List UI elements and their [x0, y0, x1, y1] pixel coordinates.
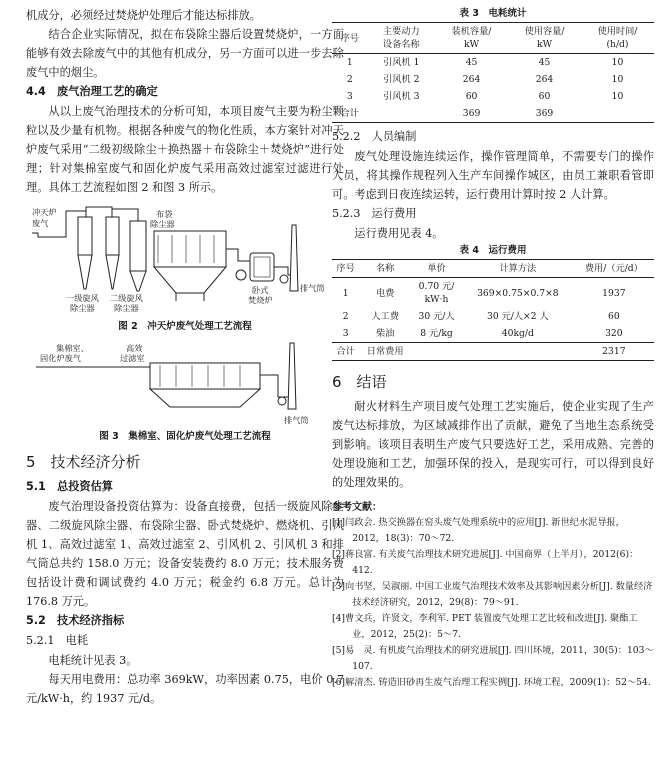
heading-5-1: 5.1 总投资估算 — [26, 480, 113, 493]
table-3 — [332, 22, 654, 123]
fig2-stack-label: 排气筒 — [300, 283, 325, 293]
table-row: 1 引风机 1 45 45 10 — [346, 57, 624, 68]
references-title: 参考文献： — [332, 502, 382, 513]
table-3-title: 表 3 电耗统计 — [459, 8, 527, 19]
left-column — [26, 6, 344, 708]
svg-text:除尘器: 除尘器 — [114, 303, 139, 313]
svg-text:集棉室、: 集棉室、 — [56, 343, 89, 353]
reference-item: [5]易 灵. 有机废气治理技术的研究进展[J]. 四川环境，2011，30(5)：103～107. — [332, 645, 654, 672]
heading-4-4: 4.4 废气治理工艺的确定 — [26, 85, 158, 98]
fig2-cyclone-1-label — [66, 293, 99, 313]
figure-3-flow-diagram — [26, 339, 344, 429]
heading-5-2: 5.2 技术经济指标 — [26, 614, 125, 627]
fig3-source-label — [40, 343, 89, 363]
paragraph-conclusion: 耐火材料生产项目废气处理工艺实施后，使企业实现了生产废气达标排放，为区域减排作出了贡献，避免了当地生态系统受到影响。该项目表明生产废气只要选好工艺，采用成熟、完善的处理设施和工艺，加强环保的投入，是现实可行，可以得到良好的处理效果的。 — [332, 400, 654, 489]
fig3-filter-label — [120, 343, 145, 363]
table-row: 合计 369 369 — [332, 105, 654, 123]
svg-text:除尘器: 除尘器 — [70, 303, 95, 313]
t3-header-3: 使用容量/ kW — [524, 26, 565, 50]
table-row: 1 电费 0.70 元/ kW·h 369×0.75×0.7×8 1937 — [342, 281, 626, 305]
t3-header-4: 使用时间/ (h/d) — [597, 26, 638, 50]
t4-header-2: 单价 — [427, 263, 446, 274]
fig3-stack-label: 排气筒 — [284, 415, 309, 425]
fig2-incinerator — [250, 253, 274, 281]
fig2-fan — [236, 270, 246, 280]
svg-text:冲天炉: 冲天炉 — [32, 207, 57, 217]
svg-text:除尘器: 除尘器 — [150, 219, 175, 229]
figure-3-caption: 图 3 集棉室、固化炉废气处理工艺流程 — [99, 431, 271, 442]
svg-text:布袋: 布袋 — [156, 209, 173, 219]
heading-5-2-3: 5.2.3 运行费用 — [332, 207, 417, 220]
fig2-bag-filter — [154, 231, 226, 301]
table-row: 2 人工费 30 元/人 30 元/人×2 人 60 — [342, 311, 620, 322]
fig3-filter-chamber — [150, 363, 260, 407]
paragraph-top: 机成分，必须经过焚烧炉处理后才能达标排放。 — [26, 9, 261, 22]
svg-text:过滤室: 过滤室 — [120, 353, 145, 363]
figure-2-flow-diagram — [26, 199, 344, 319]
references-list — [332, 515, 654, 691]
fig2-pipe-bag-incin — [226, 249, 250, 261]
fig2-pipe-1-2 — [86, 207, 112, 217]
fig3-stack — [288, 343, 296, 409]
fig3-fan — [278, 397, 286, 405]
paragraph-electricity-1: 电耗统计见表 3。 — [48, 654, 138, 667]
heading-6: 6 结语 — [332, 373, 387, 391]
fig2-cyclone-1 — [78, 217, 92, 289]
paragraph-combine: 结合企业实际情况，拟在布袋除尘器后设置焚烧炉，一方面能够有效去除废气中的其他有机成分，另一方面可以进一步去除废气中的烟尘。 — [26, 28, 344, 79]
table-4 — [332, 259, 654, 361]
fig2-fan-2 — [280, 275, 288, 283]
paragraph-electricity-2: 每天用电费用：总功率 369kW，功率因素 0.75，电价 0.7 元/kW·h，约 1937 元/d。 — [26, 673, 344, 705]
svg-text:二级旋风: 二级旋风 — [110, 293, 143, 303]
fig2-pipe-incin-stack — [274, 267, 292, 275]
figure-2-caption: 图 2 冲天炉废气处理工艺流程 — [118, 321, 252, 332]
table-row: 3 柴油 8 元/kg 40kg/d 320 — [342, 328, 623, 339]
table-row: 2 引风机 2 264 264 10 — [346, 74, 624, 85]
svg-text:高效: 高效 — [126, 343, 143, 353]
table-4-title: 表 4 运行费用 — [459, 245, 527, 256]
reference-item: [4]曹文兵，许贤文，李利军. PET 装置废气处理工艺比较和改进[J]. 聚酯工业，2012，25(2)：5～7. — [332, 613, 638, 640]
fig2-bag-label — [150, 209, 175, 229]
paragraph-determine: 从以上废气治理技术的分析可知，本项目废气主要为粉尘颗粒以及少量有机物。根据各种废气的物化性质，本方案针对冲天炉废气采用“二级初级除尘＋换热器＋布袋除尘＋焚烧炉”进行处理；针对集棉室废气和固化炉废气采用高效过滤室过滤进行处理。具体工艺流程如图 2 和图 3 所示。 — [26, 105, 344, 194]
paragraph-staffing: 废气处理设施连续运作，操作管理简单，不需要专门的操作人员，将其操作规程列入生产车间操作城区，由员工兼职看管即可。考虑到日夜连续运转，运行费用计算时按 2 人计算。 — [332, 150, 654, 201]
t4-header-4: 费用/（元/d） — [584, 263, 643, 274]
fig2-cyclone-2-label — [110, 293, 143, 313]
t3-header-2: 装机容量/ kW — [451, 26, 492, 50]
svg-text:焚烧炉: 焚烧炉 — [248, 295, 273, 305]
paragraph-running-cost: 运行费用见表 4。 — [354, 227, 444, 240]
svg-text:废气: 废气 — [32, 218, 49, 228]
reference-item: [2]蒋良富. 有关废气治理技术研究进展[J]. 中国商界（上半月），2012(6)：412. — [332, 549, 639, 576]
table-row: 3 引风机 3 60 60 10 — [346, 91, 624, 102]
svg-text:固化炉废气: 固化炉废气 — [40, 353, 81, 363]
fig2-incinerator-label — [248, 285, 273, 305]
svg-text:一级旋风: 一级旋风 — [66, 293, 99, 303]
heading-5-2-2: 5.2.2 人员编制 — [332, 130, 417, 143]
heading-5-2-1: 5.2.1 电耗 — [26, 634, 89, 647]
t4-header-0: 序号 — [336, 263, 355, 274]
svg-text:卧式: 卧式 — [252, 285, 269, 295]
reference-item: [3]向书坚，吴淑丽. 中国工业废气治理技术效率及其影响因素分析[J]. 数量经济技术经济研究，2012，29(8)：79～91. — [332, 581, 653, 608]
paragraph-investment: 废气治理设备投资估算为：设备直接费，包括一级旋风除尘器、二级旋风除尘器、布袋除尘器、卧式焚烧炉、燃烧机、引风机 1、高效过滤室 1、高效过滤室 2、引风机 2、引风机 3 和排气筒总共约 158.0 万元；设备安装费约 8.0 万元；技术服务费包括设计费和调试费约 4.0 万元；税金约 6.8 万元。总计为 176.8 万元。 — [26, 500, 344, 608]
reference-item: [1]闫政会. 热交换器在窑头废气处理系统中的应用[J]. 新世纪水泥导报，2012，18(3)：70～72. — [332, 517, 625, 544]
t4-header-3: 计算方法 — [499, 263, 537, 274]
fig3-pipe-to-stack — [260, 375, 288, 397]
right-column — [332, 6, 654, 691]
fig2-cyclone-2 — [106, 217, 119, 289]
table-row-total: 合计 日常费用 2317 — [332, 343, 654, 361]
heading-5: 5 技术经济分析 — [26, 453, 141, 471]
fig2-heat-exchanger — [130, 221, 146, 291]
t4-header-1: 名称 — [375, 263, 395, 274]
fig2-source-label — [32, 207, 57, 228]
fig2-stack — [290, 225, 298, 291]
t3-header-1: 主要动力 设备名称 — [382, 26, 420, 50]
reference-item: [6]解清杰. 铸造旧砂再生废气治理工程实例[J]. 环境工程，2009(1)：52～54. — [332, 677, 651, 688]
t3-header-0: 序号 — [340, 32, 359, 44]
